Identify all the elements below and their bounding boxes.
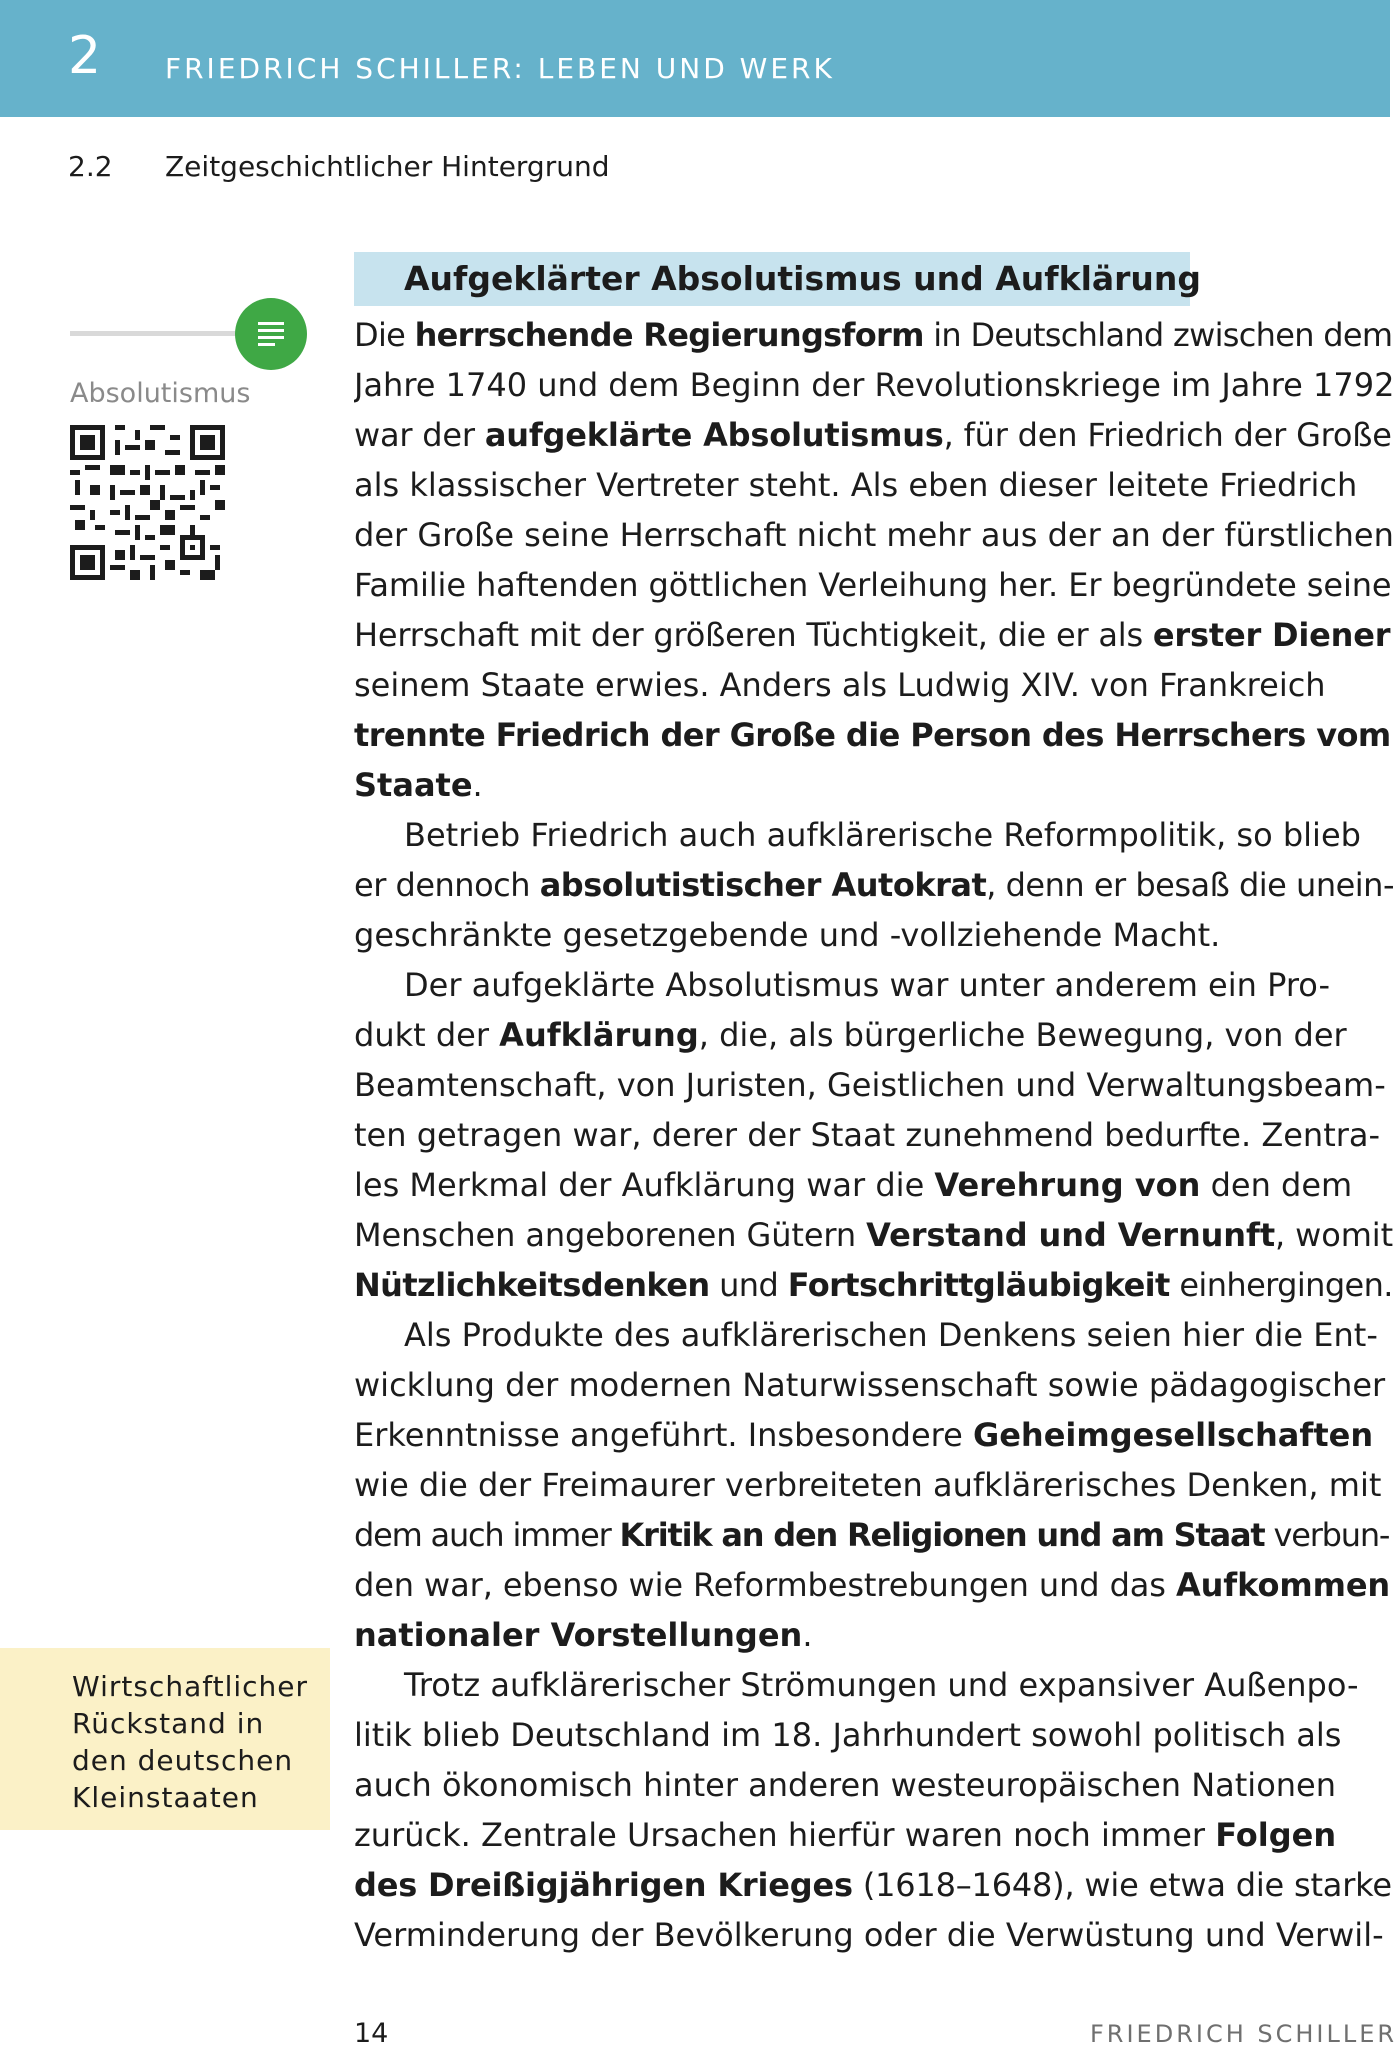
bold-term: Verehrung von bbox=[934, 1166, 1201, 1204]
body-line bbox=[354, 1760, 1394, 1810]
section-number: 2.2 bbox=[68, 150, 113, 183]
body-line bbox=[354, 710, 1394, 760]
text-run: verbun- bbox=[1264, 1516, 1390, 1554]
body-line bbox=[354, 910, 1394, 960]
body-text bbox=[354, 310, 1394, 1960]
sidebar-label: Absolutismus bbox=[70, 378, 251, 409]
body-line bbox=[354, 760, 1394, 810]
body-line bbox=[354, 310, 1394, 360]
text-run: , denn er besaß die unein- bbox=[986, 866, 1394, 904]
body-line bbox=[354, 960, 1394, 1010]
text-run: dem auch immer bbox=[354, 1516, 620, 1554]
section-title: Zeitgeschichtlicher Hintergrund bbox=[165, 150, 610, 183]
body-line bbox=[354, 1610, 1394, 1660]
body-line bbox=[354, 660, 1394, 710]
text-run: war der bbox=[354, 416, 485, 454]
margin-note-line: Wirtschaftlicher bbox=[72, 1670, 309, 1703]
chapter-header-bar bbox=[0, 0, 1390, 117]
text-run: Betrieb Friedrich auch aufklärerische Reformpolitik, so blieb bbox=[404, 816, 1361, 854]
text-run: (1618–1648), wie etwa die starke bbox=[852, 1866, 1392, 1904]
text-run: Der aufgeklärte Absolutismus war unter anderem ein Pro- bbox=[404, 966, 1330, 1004]
text-run: den dem bbox=[1200, 1166, 1353, 1204]
margin-note-line: Kleinstaaten bbox=[72, 1781, 259, 1814]
text-run: geschränkte gesetzgebende und -vollziehende Macht. bbox=[354, 916, 1221, 954]
text-run: und bbox=[709, 1266, 788, 1304]
box-heading bbox=[354, 252, 1202, 306]
body-line bbox=[354, 1160, 1394, 1210]
margin-note-text bbox=[72, 1668, 322, 1816]
bold-term: Verstand und Vernunft bbox=[866, 1216, 1276, 1254]
page-number: 14 bbox=[354, 2018, 389, 2049]
text-run: in Deutschland zwischen dem bbox=[923, 316, 1393, 354]
bold-term: des Dreißigjährigen Krieges bbox=[354, 1866, 853, 1904]
body-line bbox=[354, 1910, 1394, 1960]
body-line bbox=[354, 1060, 1394, 1110]
body-line bbox=[354, 560, 1394, 610]
body-line bbox=[354, 1810, 1394, 1860]
body-line bbox=[354, 1260, 1394, 1310]
text-run: zurück. Zentrale Ursachen hierfür waren noch immer bbox=[354, 1816, 1216, 1854]
margin-note-line: den deutschen bbox=[72, 1744, 294, 1777]
text-run: den war, ebenso wie Reformbestrebungen und das bbox=[354, 1566, 1176, 1604]
bold-term: nationaler Vorstellungen bbox=[354, 1616, 803, 1654]
text-run: als klassischer Vertreter steht. Als eben dieser leitete Friedrich bbox=[354, 466, 1358, 504]
text-run: litik blieb Deutschland im 18. Jahrhundert sowohl politisch als bbox=[354, 1716, 1342, 1754]
sidebar-divider bbox=[70, 331, 242, 336]
text-run: wicklung der modernen Naturwissenschaft sowie pädagogischer bbox=[354, 1366, 1386, 1404]
bold-term: herrschende Regierungsform bbox=[414, 316, 924, 354]
bold-term: erster Diener bbox=[1152, 616, 1391, 654]
body-line bbox=[354, 810, 1394, 860]
body-line bbox=[354, 610, 1394, 660]
body-line bbox=[354, 1510, 1394, 1560]
body-line bbox=[354, 1560, 1394, 1610]
text-run: er dennoch bbox=[354, 866, 540, 904]
body-line bbox=[354, 1410, 1394, 1460]
chapter-number: 2 bbox=[68, 26, 102, 86]
bold-term: trennte Friedrich der Große die Person des Herrschers vom bbox=[354, 716, 1391, 754]
qr-code-icon[interactable] bbox=[70, 425, 225, 580]
text-run: auch ökonomisch hinter anderen westeuropäischen Nationen bbox=[354, 1766, 1337, 1804]
bold-term: Folgen bbox=[1215, 1816, 1337, 1854]
body-line bbox=[354, 1010, 1394, 1060]
text-run: wie die der Freimaurer verbreiteten aufklärerisches Denken, mit bbox=[354, 1466, 1382, 1504]
body-line bbox=[354, 410, 1394, 460]
text-run: Herrschaft mit der größeren Tüchtigkeit, die er als bbox=[354, 616, 1153, 654]
bold-term: Aufkommen bbox=[1175, 1566, 1391, 1604]
bold-term: Aufklärung bbox=[499, 1016, 699, 1054]
bold-term: Geheimgesellschaften bbox=[972, 1416, 1374, 1454]
text-run: der Große seine Herrschaft nicht mehr aus der an der fürstlichen bbox=[354, 516, 1394, 554]
body-line bbox=[354, 1210, 1394, 1260]
text-run: Die bbox=[354, 316, 415, 354]
bold-term: Staate bbox=[354, 766, 473, 804]
text-run: , für den Friedrich der Große bbox=[943, 416, 1392, 454]
bold-term: Nützlichkeitsdenken bbox=[354, 1266, 710, 1304]
text-run: , womit bbox=[1275, 1216, 1394, 1254]
body-line bbox=[354, 1110, 1394, 1160]
text-run: les Merkmal der Aufklärung war die bbox=[354, 1166, 935, 1204]
text-run: Erkenntnisse angeführt. Insbesondere bbox=[354, 1416, 973, 1454]
text-run: , die, als bürgerliche Bewegung, von der bbox=[698, 1016, 1347, 1054]
bold-term: Kritik an den Religionen und am Staat bbox=[619, 1516, 1265, 1554]
text-run: Verminderung der Bevölkerung oder die Verwüstung und Verwil- bbox=[354, 1916, 1384, 1954]
text-run: Jahre 1740 und dem Beginn der Revolutionskriege im Jahre 1792 bbox=[354, 366, 1394, 404]
body-line bbox=[354, 1860, 1394, 1910]
body-line bbox=[354, 510, 1394, 560]
text-run: dukt der bbox=[354, 1016, 500, 1054]
text-run: Familie haftenden göttlichen Verleihung her. Er begründete seine bbox=[354, 566, 1392, 604]
body-line bbox=[354, 360, 1394, 410]
bold-term: aufgeklärte Absolutismus bbox=[484, 416, 944, 454]
body-line bbox=[354, 1460, 1394, 1510]
text-run: Als Produkte des aufklärerischen Denkens seien hier die Ent- bbox=[404, 1316, 1378, 1354]
document-lines-icon[interactable] bbox=[235, 298, 307, 370]
text-run: . bbox=[802, 1616, 813, 1654]
text-run: ten getragen war, derer der Staat zunehmend bedurfte. Zentra- bbox=[354, 1116, 1381, 1154]
body-line bbox=[354, 1360, 1394, 1410]
body-line bbox=[354, 1310, 1394, 1360]
margin-note-line: Rückstand in bbox=[72, 1707, 265, 1740]
bold-term: absolutistischer Autokrat bbox=[539, 866, 987, 904]
text-run: . bbox=[472, 766, 483, 804]
text-run: Menschen angeborenen Gütern bbox=[354, 1216, 867, 1254]
text-run: Beamtenschaft, von Juristen, Geistlichen und Verwaltungsbeam- bbox=[354, 1066, 1386, 1104]
text-run: seinem Staate erwies. Anders als Ludwig XIV. von Frankreich bbox=[354, 666, 1326, 704]
body-line bbox=[354, 460, 1394, 510]
footer-title: FRIEDRICH SCHILLER bbox=[1090, 2020, 1398, 2048]
box-heading-text: Aufgeklärter Absolutismus und Aufklärung bbox=[404, 259, 1202, 298]
chapter-title: FRIEDRICH SCHILLER: LEBEN UND WERK bbox=[165, 52, 835, 85]
body-line bbox=[354, 860, 1394, 910]
body-line bbox=[354, 1660, 1394, 1710]
text-run: Trotz aufklärerischer Strömungen und expansiver Außenpo- bbox=[404, 1666, 1359, 1704]
bold-term: Fortschrittgläubigkeit bbox=[787, 1266, 1170, 1304]
body-line bbox=[354, 1710, 1394, 1760]
text-run: einhergingen. bbox=[1169, 1266, 1393, 1304]
margin-note bbox=[0, 1648, 330, 1830]
